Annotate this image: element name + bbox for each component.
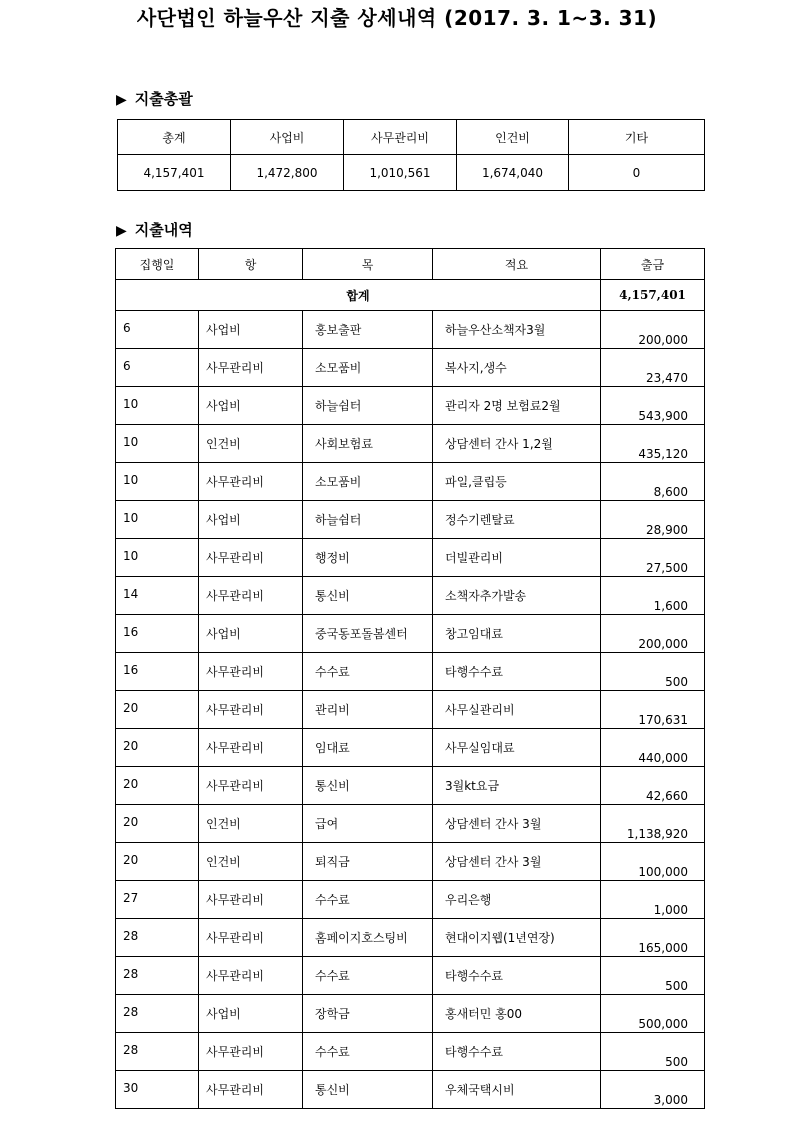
amount-cell — [601, 539, 705, 577]
subitem-cell — [303, 919, 433, 957]
amount-cell — [601, 1071, 705, 1109]
day-cell-text: 27 — [123, 891, 139, 905]
table-row — [116, 349, 705, 387]
day-cell — [116, 881, 199, 919]
summary-header-cell: 기타 — [569, 120, 705, 155]
item-cell-text: 사무관리비 — [206, 361, 264, 375]
item-cell — [199, 539, 303, 577]
day-cell — [116, 501, 199, 539]
amount-cell — [601, 577, 705, 615]
item-cell-text: 사무관리비 — [206, 665, 264, 679]
day-cell-text: 16 — [123, 663, 139, 677]
day-cell-text: 6 — [123, 321, 131, 335]
description-cell-text: 타행수수료 — [445, 1045, 503, 1059]
subitem-cell — [303, 805, 433, 843]
summary-header-cell: 사무관리비 — [344, 120, 457, 155]
item-cell-text: 사무관리비 — [206, 779, 264, 793]
amount-cell — [601, 349, 705, 387]
amount-cell-text: 170,631 — [638, 713, 688, 727]
item-cell — [199, 729, 303, 767]
description-cell — [433, 463, 601, 501]
description-cell — [433, 349, 601, 387]
amount-cell — [601, 425, 705, 463]
triangle-bullet-icon: ▶ — [116, 223, 127, 239]
summary-header-cell: 인건비 — [457, 120, 569, 155]
summary-value-row — [118, 155, 705, 191]
subitem-cell-text: 급여 — [315, 817, 339, 831]
detail-header-cell: 출금 — [601, 249, 705, 280]
description-cell — [433, 767, 601, 805]
item-cell — [199, 805, 303, 843]
amount-cell-text: 200,000 — [638, 637, 688, 651]
item-cell-text: 사무관리비 — [206, 893, 264, 907]
triangle-bullet-icon: ▶ — [116, 92, 127, 108]
item-cell-text: 사무관리비 — [206, 969, 264, 983]
item-cell-text: 사무관리비 — [206, 475, 264, 489]
item-cell-text: 사무관리비 — [206, 1083, 264, 1097]
day-cell-text: 10 — [123, 549, 139, 563]
subitem-cell-text: 임대료 — [315, 741, 350, 755]
amount-cell-text: 435,120 — [638, 447, 688, 461]
amount-cell-text: 500 — [665, 979, 688, 993]
day-cell — [116, 805, 199, 843]
item-cell-text: 인건비 — [206, 855, 241, 869]
subitem-cell-text: 소모품비 — [315, 475, 362, 489]
item-cell — [199, 995, 303, 1033]
description-cell-text: 하늘우산소책자3월 — [445, 323, 546, 337]
description-cell-text: 타행수수료 — [445, 969, 503, 983]
subitem-cell — [303, 1071, 433, 1109]
table-row — [116, 805, 705, 843]
detail-heading-label: 지출내역 — [134, 221, 193, 239]
description-cell — [433, 425, 601, 463]
subitem-cell-text: 하늘쉼터 — [315, 399, 362, 413]
day-cell-text: 10 — [123, 397, 139, 411]
detail-header-cell: 적요 — [433, 249, 601, 280]
item-cell — [199, 387, 303, 425]
subitem-cell — [303, 387, 433, 425]
item-cell-text: 사업비 — [206, 627, 241, 641]
description-cell — [433, 843, 601, 881]
day-cell — [116, 729, 199, 767]
description-cell — [433, 805, 601, 843]
description-cell-text: 상담센터 간사 3월 — [445, 855, 542, 869]
amount-cell-text: 1,138,920 — [626, 827, 688, 841]
amount-cell-text: 42,660 — [646, 789, 688, 803]
item-cell-text: 사업비 — [206, 399, 241, 413]
subitem-cell-text: 소모품비 — [315, 361, 362, 375]
amount-cell — [601, 501, 705, 539]
subitem-cell-text: 수수료 — [315, 665, 350, 679]
item-cell — [199, 1033, 303, 1071]
description-cell — [433, 311, 601, 349]
summary-header-cell: 사업비 — [231, 120, 344, 155]
amount-cell — [601, 615, 705, 653]
subitem-cell-text: 하늘쉼터 — [315, 513, 362, 527]
day-cell — [116, 463, 199, 501]
day-cell-text: 20 — [123, 739, 139, 753]
table-row — [116, 311, 705, 349]
day-cell — [116, 767, 199, 805]
subitem-cell-text: 행정비 — [315, 551, 350, 565]
amount-cell-text: 165,000 — [638, 941, 688, 955]
subitem-cell-text: 홈페이지호스팅비 — [315, 931, 408, 945]
description-cell — [433, 1071, 601, 1109]
description-cell — [433, 387, 601, 425]
item-cell — [199, 919, 303, 957]
table-row — [116, 919, 705, 957]
subitem-cell — [303, 311, 433, 349]
amount-cell-text: 440,000 — [638, 751, 688, 765]
amount-cell-text: 23,470 — [646, 371, 688, 385]
summary-value-cell: 0 — [569, 155, 705, 191]
summary-value-cell: 1,010,561 — [344, 155, 457, 191]
summary-heading-label: 지출총괄 — [134, 90, 193, 108]
day-cell-text: 20 — [123, 777, 139, 791]
amount-cell — [601, 843, 705, 881]
day-cell-text: 20 — [123, 853, 139, 867]
item-cell — [199, 843, 303, 881]
description-cell-text: 관리자 2명 보험료2월 — [445, 399, 561, 413]
item-cell — [199, 881, 303, 919]
day-cell-text: 14 — [123, 587, 139, 601]
item-cell — [199, 463, 303, 501]
item-cell-text: 사업비 — [206, 323, 241, 337]
table-row — [116, 615, 705, 653]
item-cell-text: 사무관리비 — [206, 931, 264, 945]
amount-cell — [601, 1033, 705, 1071]
day-cell — [116, 1033, 199, 1071]
subitem-cell — [303, 539, 433, 577]
table-row — [116, 577, 705, 615]
table-row — [116, 767, 705, 805]
total-row — [116, 280, 705, 311]
amount-cell-text: 8,600 — [653, 485, 688, 499]
day-cell-text: 10 — [123, 511, 139, 525]
description-cell-text: 소책자추가발송 — [445, 589, 527, 603]
subitem-cell-text: 수수료 — [315, 893, 350, 907]
subitem-cell-text: 홍보출판 — [315, 323, 362, 337]
item-cell-text: 사무관리비 — [206, 551, 264, 565]
subitem-cell — [303, 881, 433, 919]
day-cell-text: 28 — [123, 1043, 139, 1057]
detail-table — [115, 248, 705, 1109]
description-cell-text: 현대이지웹(1년연장) — [445, 931, 555, 945]
day-cell — [116, 691, 199, 729]
amount-cell — [601, 653, 705, 691]
amount-cell — [601, 463, 705, 501]
table-row — [116, 387, 705, 425]
amount-cell-text: 3,000 — [653, 1093, 688, 1107]
item-cell-text: 사업비 — [206, 513, 241, 527]
day-cell-text: 28 — [123, 1005, 139, 1019]
day-cell-text: 20 — [123, 701, 139, 715]
item-cell-text: 사무관리비 — [206, 741, 264, 755]
day-cell — [116, 615, 199, 653]
item-cell-text: 사업비 — [206, 1007, 241, 1021]
day-cell — [116, 349, 199, 387]
day-cell — [116, 653, 199, 691]
day-cell-text: 20 — [123, 815, 139, 829]
subitem-cell — [303, 501, 433, 539]
day-cell-text: 28 — [123, 967, 139, 981]
day-cell — [116, 843, 199, 881]
description-cell-text: 상담센터 간사 3월 — [445, 817, 542, 831]
subitem-cell — [303, 691, 433, 729]
subitem-cell — [303, 349, 433, 387]
item-cell-text: 사무관리비 — [206, 1045, 264, 1059]
table-row — [116, 501, 705, 539]
description-cell — [433, 539, 601, 577]
item-cell-text: 사무관리비 — [206, 703, 264, 717]
amount-cell-text: 27,500 — [646, 561, 688, 575]
day-cell — [116, 311, 199, 349]
day-cell — [116, 995, 199, 1033]
subitem-cell-text: 통신비 — [315, 589, 350, 603]
table-row — [116, 425, 705, 463]
item-cell — [199, 349, 303, 387]
day-cell-text: 6 — [123, 359, 131, 373]
amount-cell-text: 200,000 — [638, 333, 688, 347]
subitem-cell — [303, 1033, 433, 1071]
subitem-cell — [303, 729, 433, 767]
description-cell — [433, 995, 601, 1033]
detail-header-row — [116, 249, 705, 280]
item-cell — [199, 577, 303, 615]
description-cell — [433, 919, 601, 957]
summary-header-row — [118, 120, 705, 155]
day-cell-text: 30 — [123, 1081, 139, 1095]
subitem-cell — [303, 463, 433, 501]
description-cell — [433, 615, 601, 653]
description-cell-text: 창고임대료 — [445, 627, 503, 641]
item-cell-text: 인건비 — [206, 817, 241, 831]
subitem-cell-text: 관리비 — [315, 703, 350, 717]
table-row — [116, 691, 705, 729]
day-cell-text: 16 — [123, 625, 139, 639]
item-cell — [199, 957, 303, 995]
description-cell — [433, 691, 601, 729]
amount-cell — [601, 957, 705, 995]
item-cell — [199, 1071, 303, 1109]
amount-cell-text: 28,900 — [646, 523, 688, 537]
amount-cell — [601, 387, 705, 425]
item-cell — [199, 653, 303, 691]
total-amount: 4,157,401 — [601, 280, 705, 311]
description-cell-text: 더빌관리비 — [445, 551, 503, 565]
description-cell-text: 3월kt요금 — [445, 779, 500, 793]
item-cell — [199, 767, 303, 805]
total-label: 합계 — [116, 280, 601, 311]
day-cell — [116, 1071, 199, 1109]
description-cell-text: 복사지,생수 — [445, 361, 507, 375]
table-row — [116, 957, 705, 995]
subitem-cell-text: 수수료 — [315, 1045, 350, 1059]
item-cell — [199, 425, 303, 463]
subitem-cell-text: 중국동포돌봄센터 — [315, 627, 408, 641]
day-cell-text: 10 — [123, 435, 139, 449]
description-cell — [433, 577, 601, 615]
description-cell — [433, 957, 601, 995]
amount-cell — [601, 767, 705, 805]
detail-heading — [116, 219, 193, 240]
detail-header-cell: 목 — [303, 249, 433, 280]
description-cell — [433, 881, 601, 919]
description-cell-text: 홍새터민 홍00 — [445, 1007, 523, 1021]
day-cell — [116, 577, 199, 615]
table-row — [116, 539, 705, 577]
page-title: 사단법인 하늘우산 지출 상세내역 (2017. 3. 1~3. 31) — [136, 6, 658, 30]
description-cell-text: 파일,클립등 — [445, 475, 507, 489]
detail-header-cell: 항 — [199, 249, 303, 280]
amount-cell — [601, 995, 705, 1033]
summary-value-cell: 1,674,040 — [457, 155, 569, 191]
item-cell-text: 사무관리비 — [206, 589, 264, 603]
description-cell-text: 우체국택시비 — [445, 1083, 515, 1097]
summary-header-cell: 총계 — [118, 120, 231, 155]
summary-heading — [116, 88, 193, 109]
description-cell-text: 타행수수료 — [445, 665, 503, 679]
subitem-cell-text: 통신비 — [315, 1083, 350, 1097]
table-row — [116, 1033, 705, 1071]
item-cell — [199, 615, 303, 653]
amount-cell — [601, 311, 705, 349]
description-cell-text: 상담센터 간사 1,2월 — [445, 437, 553, 451]
day-cell — [116, 387, 199, 425]
item-cell — [199, 501, 303, 539]
amount-cell-text: 1,000 — [653, 903, 688, 917]
summary-value-cell: 1,472,800 — [231, 155, 344, 191]
amount-cell — [601, 881, 705, 919]
table-row — [116, 463, 705, 501]
day-cell — [116, 425, 199, 463]
description-cell — [433, 653, 601, 691]
day-cell — [116, 919, 199, 957]
subitem-cell — [303, 577, 433, 615]
day-cell-text: 28 — [123, 929, 139, 943]
table-row — [116, 881, 705, 919]
subitem-cell — [303, 957, 433, 995]
subitem-cell — [303, 425, 433, 463]
description-cell — [433, 729, 601, 767]
amount-cell — [601, 729, 705, 767]
table-row — [116, 653, 705, 691]
amount-cell-text: 1,600 — [653, 599, 688, 613]
summary-value-cell: 4,157,401 — [118, 155, 231, 191]
description-cell-text: 정수기렌탈료 — [445, 513, 515, 527]
day-cell — [116, 957, 199, 995]
description-cell-text: 우리은행 — [445, 893, 492, 907]
subitem-cell — [303, 615, 433, 653]
subitem-cell — [303, 653, 433, 691]
subitem-cell-text: 사회보험료 — [315, 437, 373, 451]
subitem-cell — [303, 767, 433, 805]
day-cell — [116, 539, 199, 577]
subitem-cell-text: 장학금 — [315, 1007, 350, 1021]
day-cell-text: 10 — [123, 473, 139, 487]
amount-cell-text: 500,000 — [638, 1017, 688, 1031]
amount-cell — [601, 805, 705, 843]
description-cell — [433, 501, 601, 539]
table-row — [116, 729, 705, 767]
detail-header-cell: 집행일 — [116, 249, 199, 280]
amount-cell-text: 500 — [665, 1055, 688, 1069]
description-cell — [433, 1033, 601, 1071]
amount-cell-text: 500 — [665, 675, 688, 689]
description-cell-text: 사무실관리비 — [445, 703, 515, 717]
subitem-cell-text: 수수료 — [315, 969, 350, 983]
table-row — [116, 1071, 705, 1109]
subitem-cell-text: 통신비 — [315, 779, 350, 793]
item-cell — [199, 691, 303, 729]
amount-cell-text: 543,900 — [638, 409, 688, 423]
table-row — [116, 995, 705, 1033]
amount-cell-text: 100,000 — [638, 865, 688, 879]
subitem-cell — [303, 843, 433, 881]
item-cell-text: 인건비 — [206, 437, 241, 451]
subitem-cell — [303, 995, 433, 1033]
summary-table — [117, 119, 705, 191]
amount-cell — [601, 691, 705, 729]
amount-cell — [601, 919, 705, 957]
table-row — [116, 843, 705, 881]
subitem-cell-text: 퇴직금 — [315, 855, 350, 869]
description-cell-text: 사무실임대료 — [445, 741, 515, 755]
item-cell — [199, 311, 303, 349]
